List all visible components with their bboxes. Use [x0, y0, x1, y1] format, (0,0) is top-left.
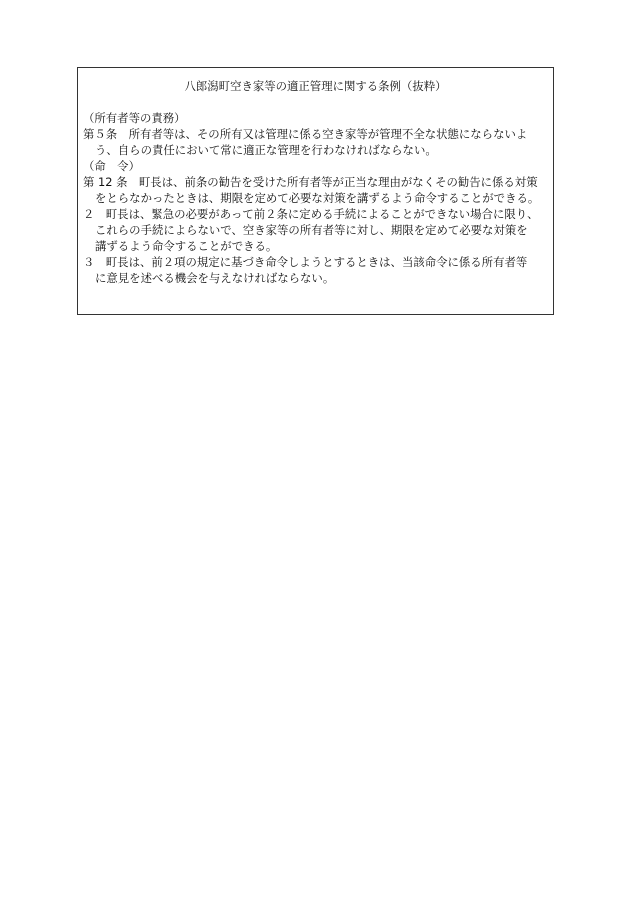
article-12-line-2: をとらなかったときは、期限を定めて必要な対策を講ずるよう命令することができる。	[95, 191, 540, 205]
clause-2-line-1: ２ 町長は、緊急の必要があって前２条に定める手続によることができない場合に限り、	[83, 207, 539, 221]
ordinance-excerpt-box	[77, 67, 554, 315]
clause-2-line-3: 講ずるよう命令することができる。	[95, 239, 278, 253]
article-5-line-2: う、自らの責任において常に適正な管理を行わなければならない。	[95, 143, 437, 157]
clause-3-line-1: ３ 町長は、前２項の規定に基づき命令しようとするときは、当該命令に係る所有者等	[83, 255, 528, 269]
article-12-line-1: 第 12 条 町長は、前条の勧告を受けた所有者等が正当な理由がなくその勧告に係る対策	[83, 175, 538, 189]
section-heading-order: （命 令）	[83, 159, 140, 173]
article-5-line-1: 第５条 所有者等は、その所有又は管理に係る空き家等が管理不全な状態にならないよ	[83, 127, 528, 141]
clause-3-line-2: に意見を述べる機会を与えなければならない。	[95, 271, 335, 285]
clause-2-line-2: これらの手続によらないで、空き家等の所有者等に対し、期限を定めて必要な対策を	[95, 223, 528, 237]
document-title: 八郎潟町空き家等の適正管理に関する条例（抜粋）	[184, 79, 447, 93]
section-heading-owner-duties: （所有者等の責務）	[83, 111, 186, 125]
